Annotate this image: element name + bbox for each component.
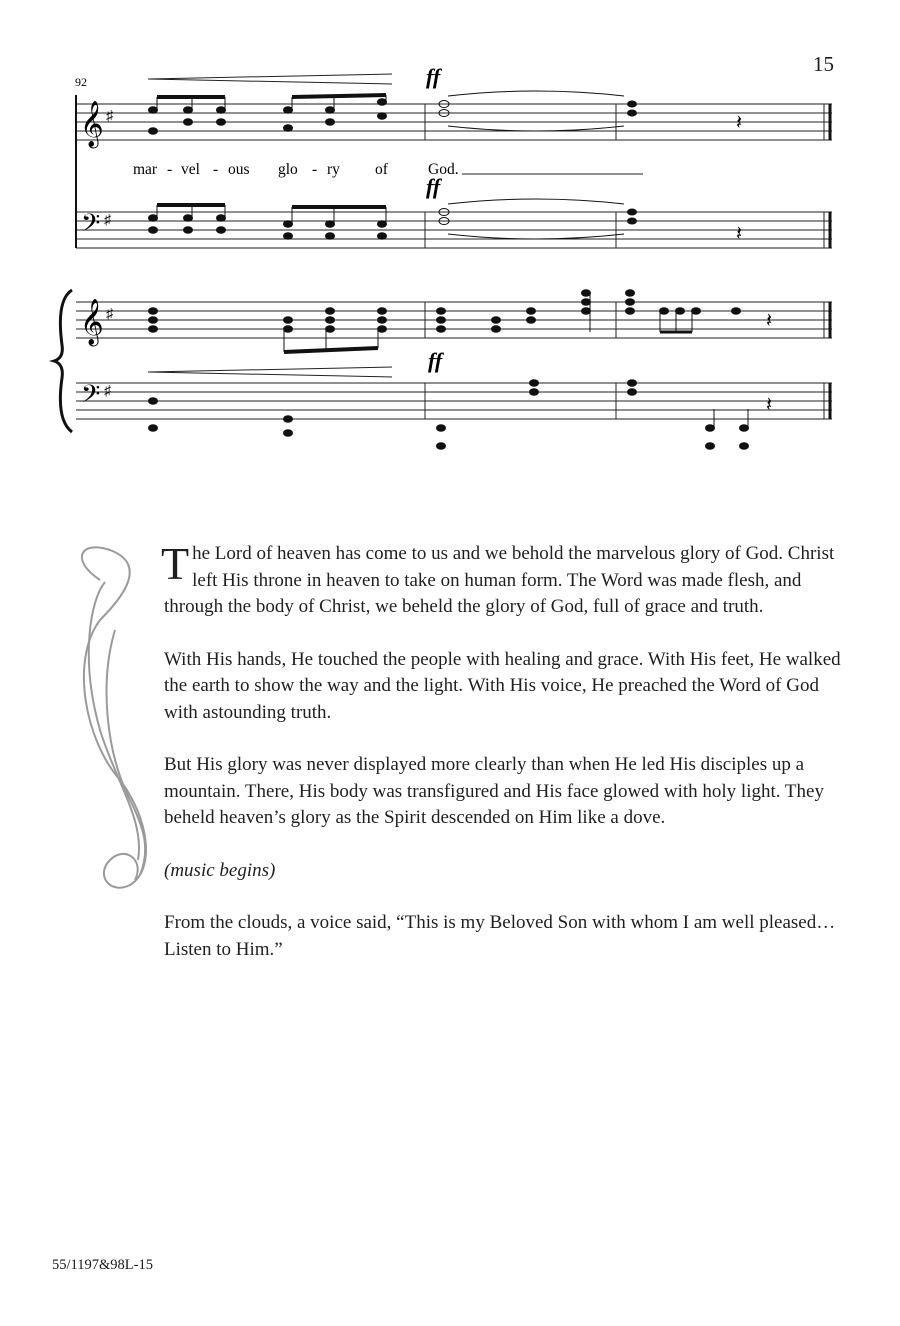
narration-text [161, 538, 854, 989]
piano-right-hand-staff [76, 290, 832, 352]
narration-paragraph: From the clouds, a voice said, “This is my Beloved Son with whom I am well pleased… Listen to Him.” [164, 912, 836, 960]
treble-clef-icon: 𝄞 [80, 101, 104, 146]
decorative-flourish-icon [60, 540, 170, 900]
key-signature-sharp-icon: ♯ [104, 384, 111, 399]
lyric-syllable: mar [133, 161, 158, 178]
quarter-rest-icon: 𝄽 [736, 112, 743, 134]
narration-paragraph: But His glory was never displayed more clearly than when He led His disciples up a mountain. There, His body was transfigured and His face glowed with holy light. They beheld heaven’s glory as the Spirit descended on Him like a dove. [164, 754, 824, 828]
choir-bass-staff [76, 174, 832, 248]
lyric-syllable: of [375, 161, 388, 178]
quarter-rest-icon: 𝄽 [736, 223, 743, 245]
catalog-code: 55/1197&98L-15 [52, 1257, 153, 1273]
music-cue: (music begins) [164, 859, 276, 881]
quarter-rest-icon: 𝄽 [766, 394, 773, 416]
key-signature-sharp-icon: ♯ [104, 213, 111, 228]
bass-clef-icon: 𝄢 [81, 381, 101, 414]
measure-number: 92 [75, 75, 87, 89]
music-score [0, 0, 900, 480]
piano-left-hand-staff [76, 348, 832, 449]
page-number: 15 [813, 52, 834, 76]
key-signature-sharp-icon: ♯ [106, 307, 113, 322]
note-group [149, 97, 226, 134]
lyric-syllable: vel [181, 161, 200, 178]
choir-treble-staff [76, 64, 832, 149]
dynamic-marking: ff [428, 348, 443, 373]
lyric-syllable: ry [327, 161, 340, 178]
lyric-syllable: - [213, 161, 219, 178]
lyric-syllable: glo [278, 161, 298, 178]
lyric-syllable: - [167, 161, 173, 178]
piano-brace-icon [54, 290, 72, 432]
lyrics-line [133, 161, 643, 178]
key-signature-sharp-icon: ♯ [106, 109, 113, 124]
treble-clef-icon: 𝄞 [80, 299, 104, 344]
narration-paragraph [161, 538, 854, 621]
dynamic-marking: ff [426, 64, 441, 89]
quarter-rest-icon: 𝄽 [766, 310, 773, 332]
bass-clef-icon: 𝄢 [81, 210, 101, 243]
lyric-syllable: God. [428, 161, 459, 178]
narration-paragraph: With His hands, He touched the people with healing and grace. With His feet, He walked the earth to show the way and the light. With His voice, He preached the Word of God with astounding truth. [164, 648, 841, 723]
lyric-syllable: ous [228, 161, 250, 178]
drop-cap: T [161, 538, 190, 589]
dynamic-marking: ff [426, 174, 441, 199]
paragraph-text: he Lord of heaven has come to us and we behold the marvelous glory of God. Christ left His throne in heaven to take on human form. The Word was made flesh, and through the body of Christ, we beheld the glory of God, full of grace and truth. [164, 543, 835, 617]
lyric-syllable: - [312, 161, 318, 178]
